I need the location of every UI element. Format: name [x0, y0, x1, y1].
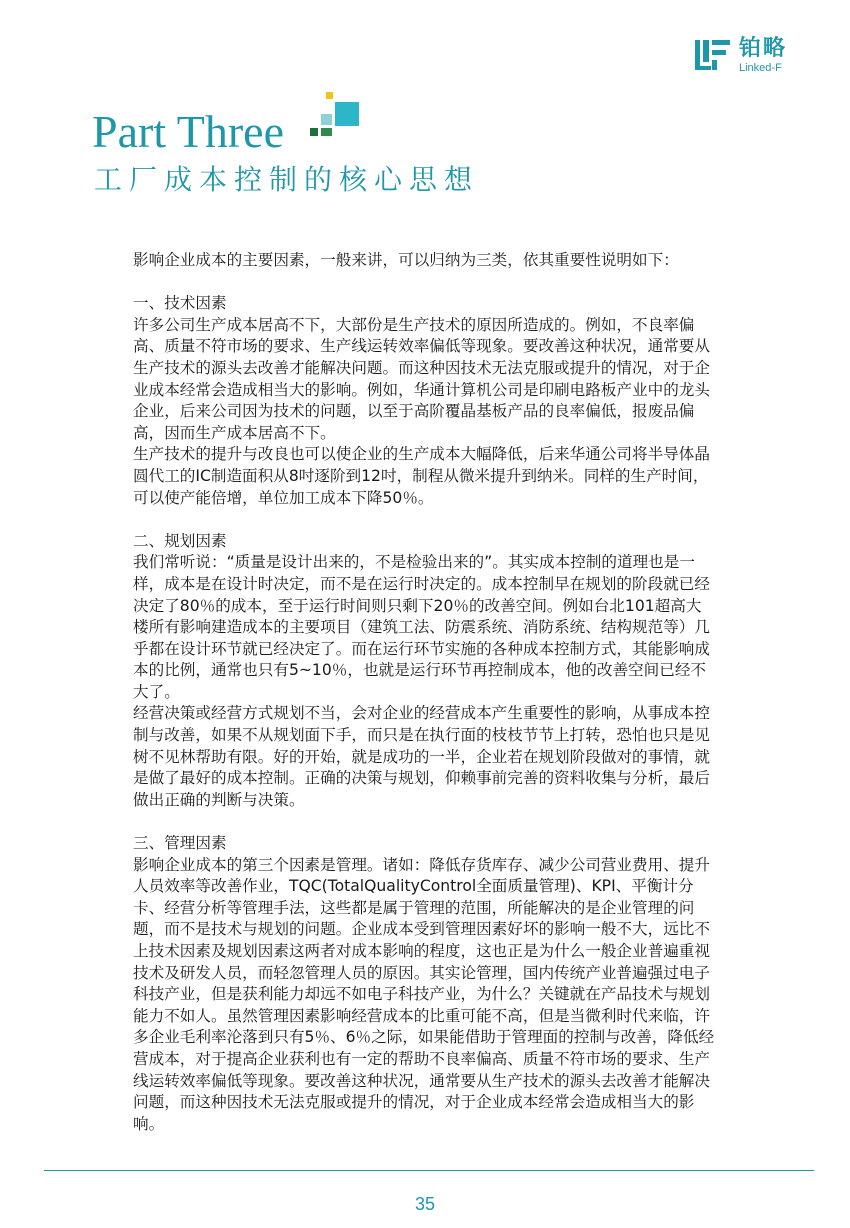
section-heading-technology: 一、技术因素 [133, 294, 227, 313]
logo-name-cn: 铂略 [739, 36, 788, 61]
part-title: Part Three [92, 106, 285, 157]
linked-f-logo-icon [693, 36, 733, 74]
part-subtitle: 工厂成本控制的核心思想 [94, 163, 480, 196]
section-heading-planning: 二、规划因素 [133, 531, 227, 550]
squares-decoration-icon [310, 92, 366, 140]
intro-paragraph: 影响企业成本的主要因素，一般来讲，可以归纳为三类，依其重要性说明如下： [133, 251, 679, 269]
paragraph: 许多公司生产成本居高不下，大部份是生产技术的原因所造成的。例如，不良率偏高、质量不符市场的要求、生产线运转效率偏低等现象。要改善这种状况，通常要从生产技术的源头去改善才能解决问题。而这种因技术无法克服或提升的情况，对于企业成本经常会造成相当大的影响。例如，华通计算机公司是印刷电路板产业中的龙头企业，后来公司因为技术的问题，以至于高阶覆晶基板产品的良率偏低，报废品偏高，因而生产成本居高不下。 [133, 315, 710, 442]
section-heading-management: 三、管理因素 [133, 834, 227, 853]
page-number: 35 [414, 1194, 436, 1214]
footer-divider [44, 1170, 814, 1171]
paragraph: 生产技术的提升与改良也可以使企业的生产成本大幅降低，后来华通公司将半导体晶圆代工的IC制造面积从8吋逐阶到12吋，制程从微米提升到纳米。同样的生产时间，可以使产能倍增，单位加工成本下降50％。 [133, 445, 710, 507]
brand-logo [693, 36, 813, 76]
paragraph: 我们常听说：“质量是设计出来的，不是检验出来的”。其实成本控制的道理也是一样，成本是在设计时决定，而不是在运行时决定的。成本控制早在规划的阶段就已经决定了80％的成本，至于运行时间则只剩下20％的改善空间。例如台北101超高大楼所有影响建造成本的主要项目（建筑工法、防震系统、消防系统、结构规范等）几乎都在设计环节就已经决定了。而在运行环节实施的各种成本控制方式，其能影响成本的比例，通常也只有5~10％，也就是运行环节再控制成本，他的改善空间已经不大了。 [133, 553, 710, 701]
paragraph: 影响企业成本的第三个因素是管理。诸如：降低存货库存、减少公司营业费用、提升人员效率等改善作业，TQC(TotalQualityControl全面质量管理)、KPI、平衡计分卡、经营分析等管理手法，这些都是属于管理的范围，所能解决的是企业管理的问题，而不是技术与规划的问题。企业成本受到管理因素好坏的影响一般不大，远比不上技术因素及规划因素这两者对成本影响的程度，这也正是为什么一般企业普遍重视技术及研发人员，而轻忽管理人员的原因。其实论管理，国内传统产业普遍强过电子科技产业，但是获利能力却远不如电子科技产业，为什么？关键就在产品技术与规划能力不如人。虽然管理因素影响经营成本的比重可能不高，但是当微利时代来临，许多企业毛利率沦落到只有5％、6％之际，如果能借助于管理面的控制与改善，降低经营成本，对于提高企业获利也有一定的帮助不良率偏高、质量不符市场的要求、生产线运转效率偏低等现象。要改善这种状况，通常要从生产技术的源头去改善才能解决问题，而这种因技术无法克服或提升的情况，对于企业成本经常会造成相当大的影响。 [133, 855, 715, 1133]
paragraph: 经营决策或经营方式规划不当，会对企业的经营成本产生重要性的影响，从事成本控制与改善，如果不从规划面下手，而只是在执行面的枝枝节节上打转，恐怕也只是见树不见林帮助有限。好的开始，就是成功的一半，企业若在规划阶段做对的事情，就是做了最好的成本控制。正确的决策与规划，仰赖事前完善的资料收集与分析，最后做出正确的判断与决策。 [133, 704, 710, 809]
article-body [133, 250, 715, 1135]
logo-name-en: Linked-F [739, 62, 782, 74]
